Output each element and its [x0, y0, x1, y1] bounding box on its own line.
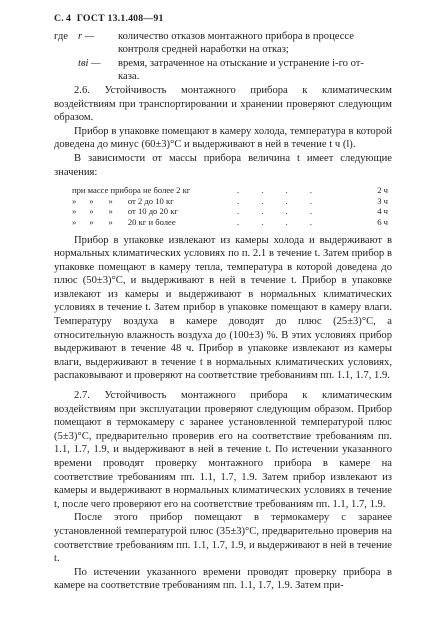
paragraph-after-test: После этого прибор помещают в термокамеру с заранее установленной температурой плюс (35±3)°С, предварительно проверив на соответствие требованиям пп. 1.1, 1.7, 1.9, и выдерживают в ней в течение t. — [54, 512, 392, 565]
paragraph-mass-values: В зависимости от массы прибора величина t имеет следующие значения: — [54, 152, 392, 178]
page-header — [54, 12, 392, 26]
definition-continuation: каза. — [118, 71, 140, 83]
duration-value: 6 ч — [377, 216, 388, 227]
definition-term: tвi — — [78, 57, 101, 69]
mass-condition: » » » от 10 до 20 кг — [72, 206, 178, 217]
definition-lead — [54, 57, 78, 71]
definitions-block — [54, 30, 392, 84]
mass-condition: » » » от 2 до 10 кг — [72, 195, 174, 206]
definition-t — [54, 57, 392, 71]
table-row: » » » от 10 до 20 кг . . . . 4 ч — [72, 206, 392, 217]
definition-lead: где — [54, 30, 68, 42]
paragraph-final-check: По истечении указанного времени проводят проверку прибора в камере на соответствие требованиям пп. 1.1, 1.7, 1.9. Затем при- — [54, 566, 392, 592]
definition-r — [54, 30, 392, 44]
paragraph-2-7: 2.7. Устойчивость монтажного прибора к климатическим воздействиям при эксплуатации проверяют следующим образом. Прибор помещают в термокамеру с заранее установленной температурой плюс (5±3)°С, предварительно проверив его на соответствие требованиям пп. 1.1, 1.7, 1.9, и выдерживают в ней в течение t. По истечении указанного времени проводят проверку монтажного прибора в камере на соответствие требованиям пп. 1.1, 1.7, 1.9. Затем прибор извлекают из камеры и выдерживают в нормальных климатических условиях в течение t, после чего проверяют его на соответствие требованиям пп. 1.1, 1.7, 1.9. — [54, 390, 392, 510]
mass-condition: при массе прибора не более 2 кг — [72, 185, 191, 196]
definition-text: время, затраченное на отыскание и устранение i-го от- — [118, 57, 364, 69]
paragraph-removal-procedure: Прибор в упаковке извлекают из камеры холода и выдерживают в нормальных климатических условиях по п. 2.1 в течение t. Затем прибор в упаковке помещают в камеру тепла, температура в которой доведена до плюс (50±3)°С, и выдерживают в ней в течение t. Прибор в упаковке извлекают из камеры и выдерживают в нормальных климатических условиях в течение t. Затем прибор в упаковке помещают в камеру влаги. Температуру воздуха в камере доводят до плюс (25±3)°С, а относительную влажность воздуха до (100±3) %. В этих условиях прибор выдерживают в течение 48 ч. Прибор в упаковке извлекают из камеры влаги, выдерживают в течение t в нормальных климатических условиях, распаковывают и проверяют на соответствие требованиям пп. 1.1, 1.7, 1.9. — [54, 234, 392, 382]
mass-duration-table — [72, 185, 392, 227]
definition-continuation: контроля средней наработки на отказ; — [118, 44, 289, 56]
definition-term: r — — [78, 30, 95, 42]
table-row: » » » от 2 до 10 кг . . . . 3 ч — [72, 196, 392, 207]
duration-value: 2 ч — [377, 185, 388, 196]
duration-value: 3 ч — [377, 195, 388, 206]
table-row: при массе прибора не более 2 кг . . . . 2 ч — [72, 185, 392, 196]
table-row: » » » 20 кг и более . . . . 6 ч — [72, 217, 392, 228]
page-number: 4 — [65, 13, 72, 24]
standard-number: ГОСТ 13.1.408—91 — [76, 13, 164, 24]
mass-condition: » » » 20 кг и более — [72, 216, 176, 227]
duration-value: 4 ч — [377, 206, 388, 217]
header-prefix: С. — [54, 13, 64, 24]
paragraph-2-6: 2.6. Устойчивость монтажного прибора к климатическим воздействиям при транспортировании и хранении проверяют следующим образом. — [54, 84, 392, 124]
definition-text: количество отказов монтажного прибора в процессе — [118, 30, 354, 42]
paragraph-cold-chamber: Прибор в упаковке помещают в камеру холода, температура в которой доведена до минус (60±3)°С и выдерживают в ней в течение t ч (l). — [54, 125, 392, 151]
